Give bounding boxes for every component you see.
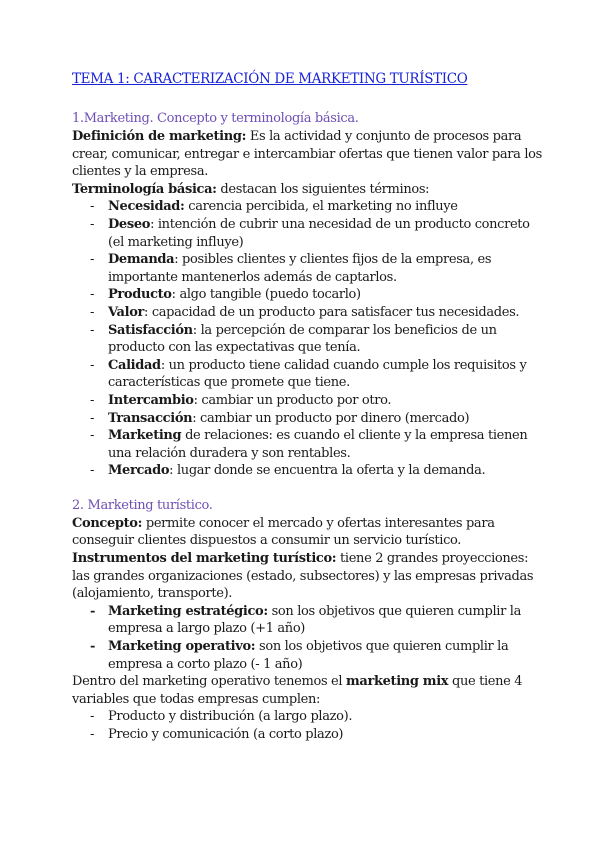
term-desc: : intención de cubrir una necesidad de un producto concreto (el marketing influye) [108, 216, 530, 250]
list-item [90, 304, 542, 322]
term-desc: carencia percibida, el marketing no influye [184, 199, 458, 215]
dash-bullet: - [90, 216, 95, 232]
dash-bullet: - [90, 463, 95, 479]
dash-bullet: - [90, 392, 95, 408]
instruments-text: tiene 2 grandes proyecciones: las grandes organizaciones (estado, subsectores) y las empresas privadas (alojamiento, transporte). [72, 551, 534, 602]
projections-list [72, 603, 542, 673]
term-label: Valor [108, 304, 145, 320]
term-label: Satisfacción [108, 322, 193, 338]
mix-bold: marketing mix [345, 674, 449, 690]
term-label: Deseo [108, 216, 151, 232]
term-desc: : un producto tiene calidad cuando cumple los requisitos y características que promete que tiene. [108, 357, 527, 391]
document-page [72, 70, 542, 744]
list-item [90, 392, 542, 410]
terminology-paragraph [72, 181, 542, 199]
list-item [90, 198, 542, 216]
list-item [90, 410, 542, 428]
variables-list [72, 708, 542, 743]
term-desc: : algo tangible (puedo tocarlo) [171, 287, 361, 303]
terminology-label: Terminología básica: [72, 181, 217, 197]
dash-bullet: - [90, 709, 95, 725]
terminology-text: destacan los siguientes términos: [216, 181, 430, 197]
term-desc: : la percepción de comparar los beneficios de un producto con las expectativas que tenía. [108, 322, 497, 356]
term-label: Marketing [108, 428, 182, 444]
term-label: Demanda [108, 252, 175, 268]
marketing-mix-paragraph [72, 673, 542, 708]
dash-bullet: - [90, 603, 96, 619]
list-item [90, 708, 542, 726]
section1-heading: 1.Marketing. Concepto y terminología básica. [72, 111, 359, 126]
term-label: Calidad [108, 357, 161, 373]
mix-text-before: Dentro del marketing operativo tenemos el [72, 674, 346, 690]
dash-bullet: - [90, 428, 95, 444]
concept-label: Concepto: [72, 515, 143, 531]
dash-bullet: - [90, 357, 95, 373]
term-desc: : lugar donde se encuentra la oferta y la demanda. [169, 463, 486, 479]
concept-paragraph [72, 515, 542, 550]
projection-label: Marketing estratégico: [108, 603, 268, 619]
term-label: Mercado [108, 463, 170, 479]
dash-bullet: - [90, 322, 95, 338]
list-item [90, 216, 542, 251]
concept-text: permite conocer el mercado y ofertas interesantes para conseguir clientes dispuestos a consumir un servicio turístico. [72, 515, 495, 549]
definition-paragraph [72, 128, 542, 181]
list-item [90, 726, 542, 744]
variable-text: Precio y comunicación (a corto plazo) [108, 727, 344, 742]
term-desc: de relaciones: es cuando el cliente y la empresa tienen una relación duradera y son rentables. [108, 428, 528, 461]
instruments-label: Instrumentos del marketing turístico: [72, 551, 337, 567]
term-desc: : posibles clientes y clientes fijos de la empresa, es importante mantenerlos además de captarlos. [108, 252, 492, 285]
projection-label: Marketing operativo: [108, 639, 256, 655]
dash-bullet: - [90, 252, 95, 268]
list-item [90, 357, 542, 392]
list-item [90, 427, 542, 462]
list-item [90, 322, 542, 357]
list-item [90, 638, 542, 673]
term-desc: : cambiar un producto por otro. [193, 392, 392, 408]
document-title[interactable]: TEMA 1: CARACTERIZACIÓN DE MARKETING TURÍSTICO [72, 71, 468, 87]
dash-bullet: - [90, 304, 95, 320]
term-label: Producto [108, 287, 172, 303]
list-item [90, 462, 542, 480]
dash-bullet: - [90, 727, 95, 742]
term-label: Intercambio [108, 392, 194, 408]
instruments-paragraph [72, 550, 542, 603]
term-desc: : cambiar un producto por dinero (mercado) [192, 410, 470, 426]
projection-desc: son los objetivos que quieren cumplir la empresa a corto plazo (- 1 año) [108, 639, 509, 672]
list-item [90, 251, 542, 286]
term-desc: : capacidad de un producto para satisfacer tus necesidades. [144, 304, 520, 320]
section2-heading: 2. Marketing turístico. [72, 497, 213, 513]
dash-bullet: - [90, 199, 95, 215]
definition-text: Es la actividad y conjunto de procesos para crear, comunicar, entregar e intercambiar ofertas que tienen valor para los clientes y la empresa. [72, 129, 542, 180]
dash-bullet: - [90, 410, 95, 426]
definition-label: Definición de marketing: [72, 129, 247, 144]
term-label: Necesidad: [108, 199, 185, 215]
projection-desc: son los objetivos que quieren cumplir la empresa a largo plazo (+1 año) [108, 603, 521, 637]
list-item [90, 286, 542, 304]
terms-list [72, 198, 542, 480]
list-item [90, 603, 542, 638]
variable-text: Producto y distribución (a largo plazo). [108, 709, 353, 725]
dash-bullet: - [90, 639, 96, 655]
mix-text-after: que tiene 4 variables que todas empresas cumplen: [72, 674, 523, 707]
dash-bullet: - [90, 287, 95, 303]
term-label: Transacción [108, 410, 193, 426]
